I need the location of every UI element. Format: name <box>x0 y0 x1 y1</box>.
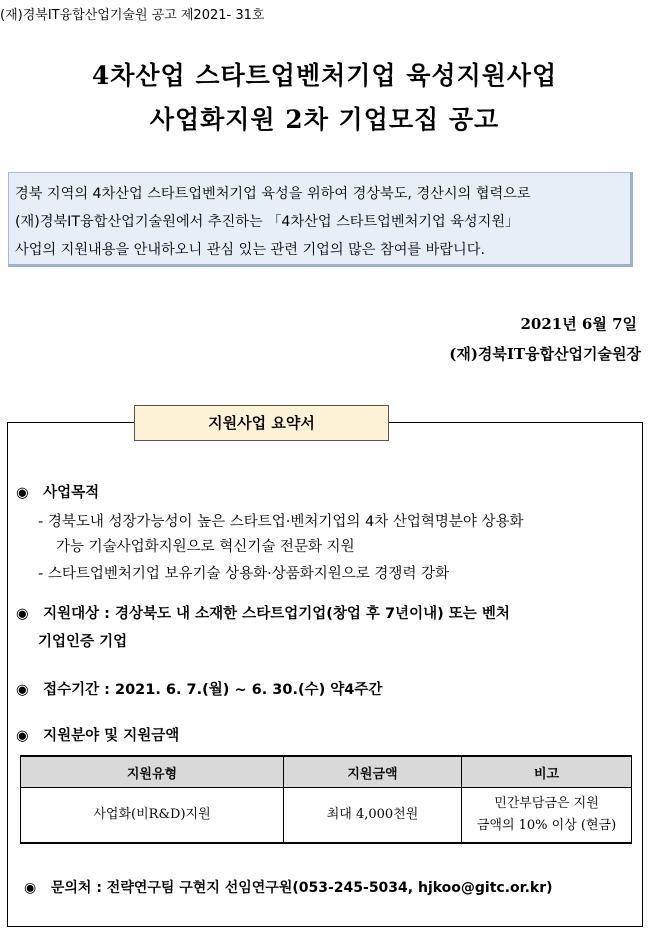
intro-box <box>8 172 633 267</box>
bullet-icon: ◉ <box>16 606 29 622</box>
period-section <box>16 678 382 699</box>
bullet-icon: ◉ <box>16 728 29 744</box>
purpose-heading: 사업목적 <box>43 485 100 501</box>
purpose-item-1b: 가능 기술사업화지원으로 혁신기술 전문화 지원 <box>56 539 355 555</box>
contact-text: 문의처 : 전략연구팀 구현지 선임연구원(053-245-5034, hjkoo@gitc.or.kr) <box>50 880 553 896</box>
intro-line-1: 경북 지역의 4차산업 스타트업벤처기업 육성을 위하여 경상북도, 경산시의 협력으로 <box>15 186 531 202</box>
summary-box <box>7 422 643 927</box>
note-line-2: 금액의 10% 이상 (현금) <box>476 818 617 833</box>
support-table <box>20 755 632 844</box>
purpose-section <box>16 481 99 502</box>
field-section <box>16 724 179 745</box>
field-heading: 지원분야 및 지원금액 <box>43 728 180 744</box>
purpose-item-1a: - 경북도내 성장가능성이 높은 스타트업·벤처기업의 4차 산업혁명분야 상용화 <box>38 514 524 530</box>
title-line-1: 4차산업 스타트업벤처기업 육성지원사업 <box>91 61 558 90</box>
header-note: 비고 <box>462 756 632 788</box>
period-text: 접수기간 : 2021. 6. 7.(월) ~ 6. 30.(수) 약4주간 <box>43 682 383 698</box>
intro-line-3: 사업의 지원내용을 안내하오니 관심 있는 관련 기업의 많은 참여를 바랍니다. <box>15 242 485 258</box>
bullet-icon: ◉ <box>16 682 29 698</box>
contact-section <box>24 877 553 897</box>
document-number: (재)경북IT융합산업기술원 공고 제2021- 31호 <box>0 8 265 23</box>
target-line-2: 기업인증 기업 <box>38 634 128 650</box>
header-support-amount: 지원금액 <box>284 756 462 788</box>
header-support-type: 지원유형 <box>21 756 284 788</box>
title-line-2: 사업화지원 2차 기업모집 공고 <box>149 105 500 134</box>
bullet-icon: ◉ <box>24 880 37 896</box>
target-section <box>16 602 510 623</box>
summary-title: 지원사업 요약서 <box>134 405 389 441</box>
table-header-row <box>21 756 632 788</box>
cell-support-amount: 최대 4,000천원 <box>284 788 462 844</box>
cell-support-type: 사업화(비R&D)지원 <box>21 788 284 844</box>
purpose-item-2: - 스타트업벤처기업 보유기술 상용화·상품화지원으로 경쟁력 강화 <box>38 566 450 582</box>
note-line-1: 민간부담금은 지원 <box>494 796 599 811</box>
table-row <box>21 788 632 844</box>
bullet-icon: ◉ <box>16 485 29 501</box>
issuer-name: (재)경북IT융합산업기술원장 <box>449 345 641 363</box>
cell-note <box>462 788 632 844</box>
intro-line-2: (재)경북IT융합산업기술원에서 추진하는 「4차산업 스타트업벤처기업 육성지원」 <box>15 214 520 230</box>
announcement-date: 2021년 6월 7일 <box>520 315 637 333</box>
target-line-1: 지원대상 : 경상북도 내 소재한 스타트업기업(창업 후 7년이내) 또는 벤처 <box>43 606 510 622</box>
